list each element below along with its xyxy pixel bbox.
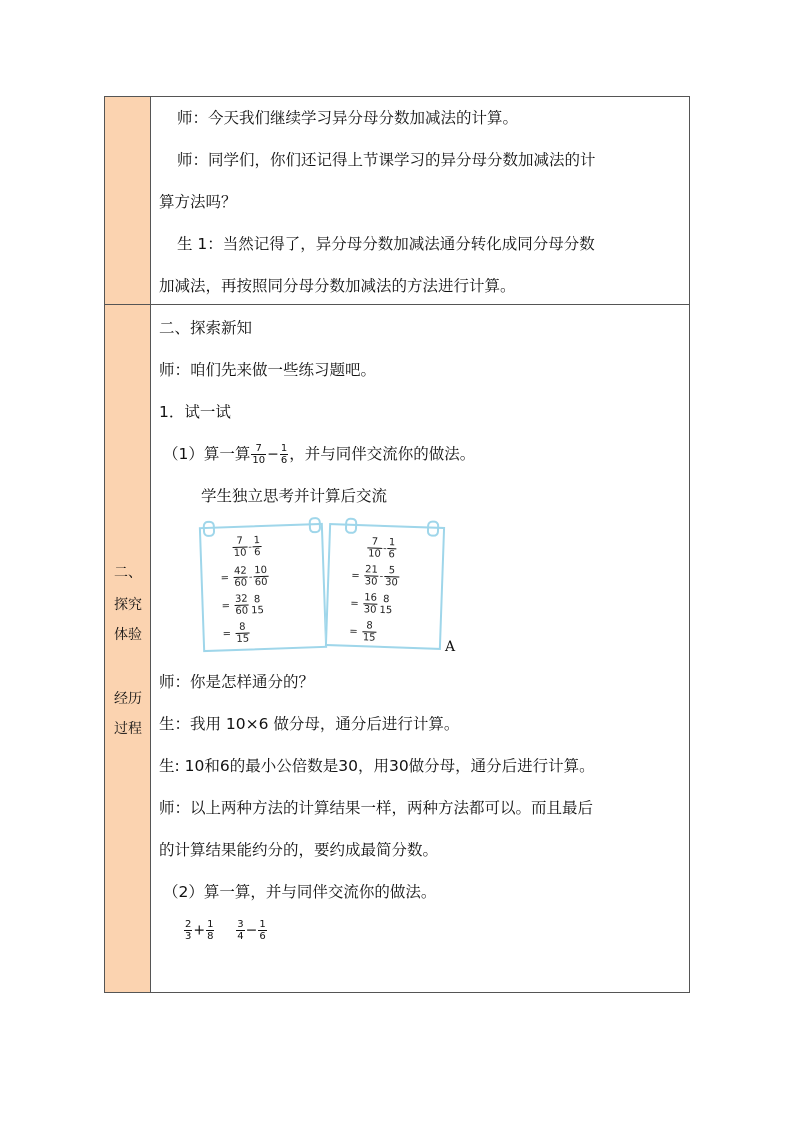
section-label: 过程 <box>114 721 142 737</box>
paperclip-icon <box>203 521 216 537</box>
side-column <box>105 97 151 992</box>
section-heading: 二、探索新知 <box>159 319 253 337</box>
text-line: 师：你是怎样通分的？ <box>159 673 315 691</box>
question-line <box>163 443 475 466</box>
paperclip-icon <box>309 517 322 533</box>
fraction: $\frac{7}{10}$ <box>252 443 266 466</box>
section-label: 二、 <box>114 565 142 581</box>
section-label: 经历 <box>114 691 142 707</box>
exercise-line: $\frac{2}{3}$ + $\frac{1}{8}$ $\frac{3}{4}$ − $\frac{1}{6}$ <box>185 919 266 942</box>
text-line: 加减法，再按照同分母分数加减法的方法进行计算。 <box>159 277 516 295</box>
text-line: 师：今天我们继续学习异分母分数加减法的计算。 <box>177 109 519 127</box>
text-line: 师：同学们，你们还记得上节课学习的异分母分数加减法的计 <box>177 151 596 169</box>
text-line: 师：以上两种方法的计算结果一样，两种方法都可以。而且最后 <box>159 799 594 817</box>
text-line: 学生独立思考并计算后交流 <box>201 487 388 505</box>
note-left: $\frac{7}{10}$ - $\frac{1}{6}$ = $\frac{42}{60}$ - $\frac{10}{60}$ = $\frac{32}{60}$ 8 15 = $\frac{8}{15}$ <box>199 523 327 652</box>
text-line: 1．试一试 <box>159 403 231 421</box>
text-line: 生：我用 10×6 做分母，通分后进行计算。 <box>159 715 460 733</box>
section-label: 体验 <box>114 627 142 643</box>
question-prefix: （1）算一算 <box>163 445 251 463</box>
question-line: （2）算一算，并与同伴交流你的做法。 <box>163 883 437 901</box>
text-line: 生: 10和6的最小公倍数是30，用30做分母，通分后进行计算。 <box>159 757 595 775</box>
question-suffix: ，并与同伴交流你的做法。 <box>289 445 476 463</box>
row-divider <box>105 304 689 305</box>
text-line: 师：咱们先来做一些练习题吧。 <box>159 361 377 379</box>
paperclip-icon <box>345 518 358 534</box>
text-line: 算方法吗？ <box>159 193 237 211</box>
paperclip-icon <box>427 520 440 536</box>
lesson-table <box>104 96 690 993</box>
text-line: 生 1：当然记得了，异分母分数加减法通分转化成同分母分数 <box>177 235 595 253</box>
text-line: 的计算结果能约分的，要约成最简分数。 <box>159 841 439 859</box>
section-label: 探究 <box>114 597 142 613</box>
fraction: $\frac{1}{6}$ <box>280 443 288 466</box>
figure-letter: A <box>445 639 456 655</box>
minus-sign: − <box>267 446 279 463</box>
note-right: $\frac{7}{10}$ - $\frac{1}{6}$ = $\frac{21}{30}$ - $\frac{5}{30}$ = $\frac{16}{30}$ 8 15 = $\frac{8}{15}$ <box>325 523 445 650</box>
